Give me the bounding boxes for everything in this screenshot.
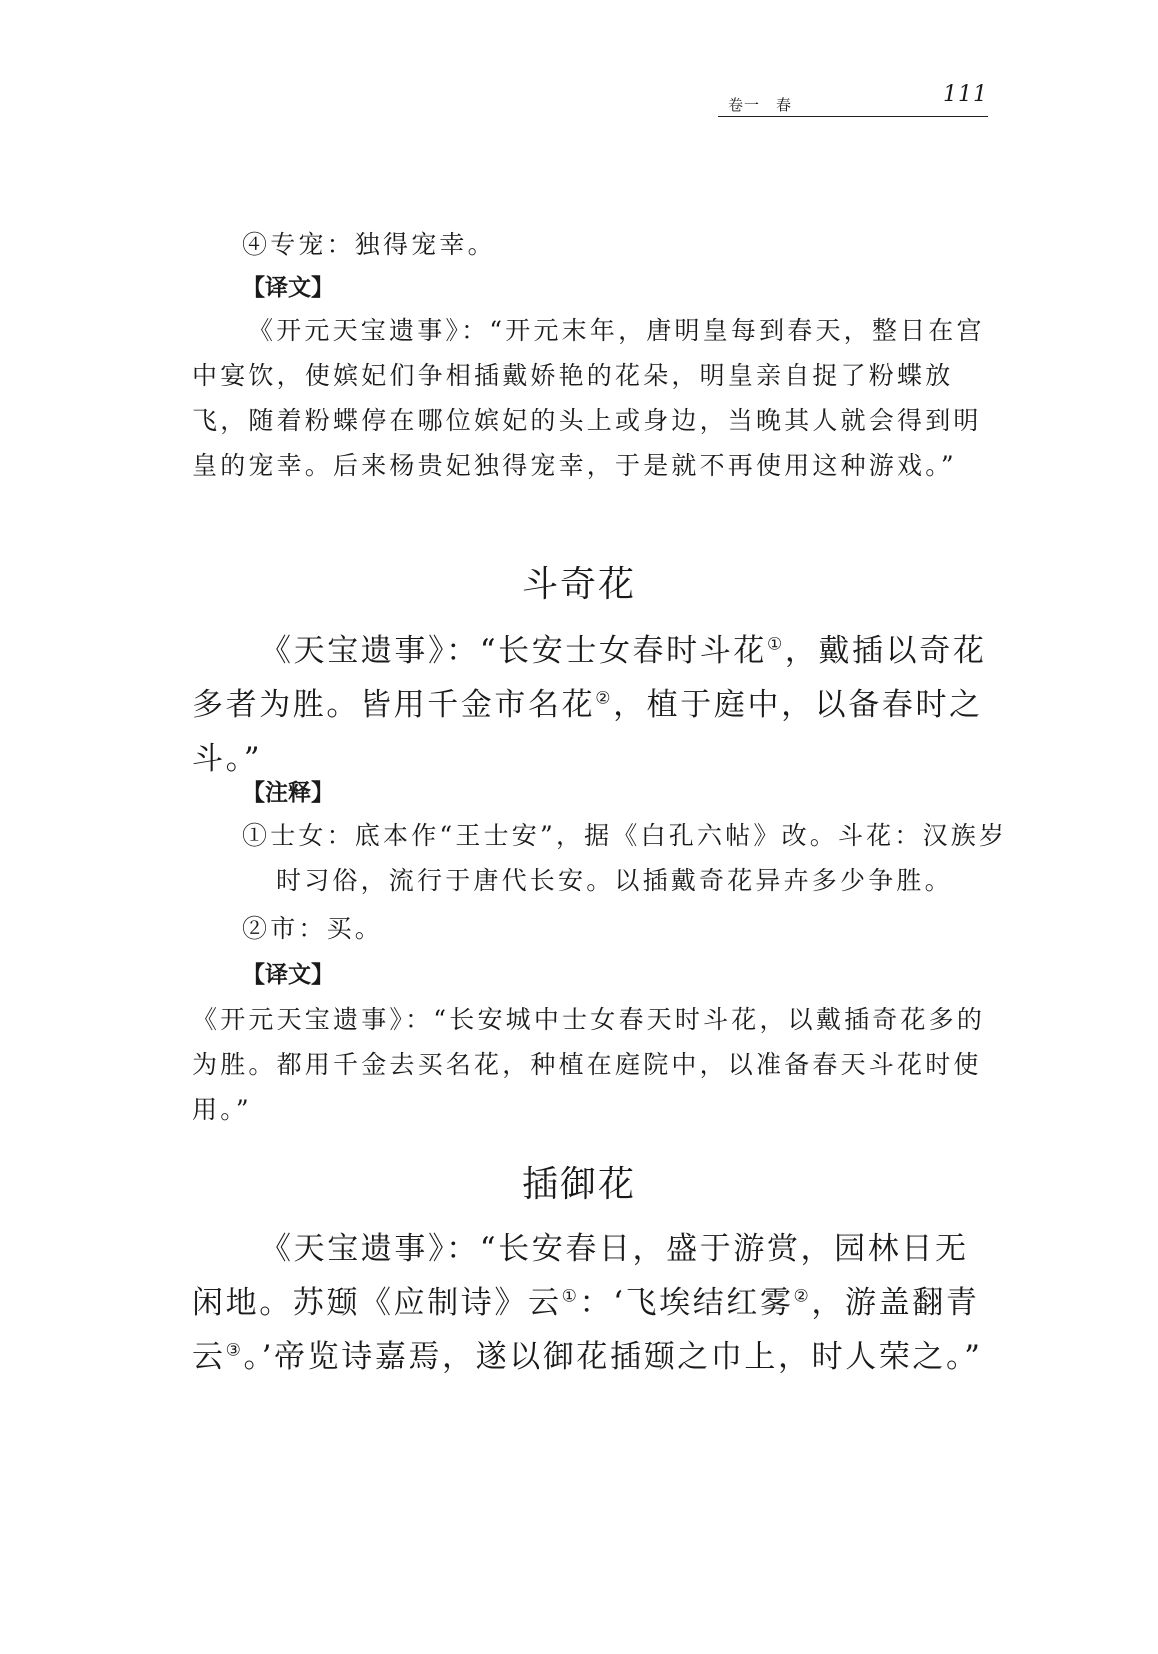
footnote-marker-2: ② <box>595 688 614 709</box>
body-segment: 。’帝览诗嘉焉，遂以御花插颋之巾上，时人荣之。” <box>243 1339 983 1375</box>
article-title-dou-qi-hua: 斗奇花 <box>521 564 636 605</box>
article-body-dou-qi-hua <box>192 624 992 786</box>
translation-text-2: 《开元天宝遗事》：“长安城中士女春天时斗花，以戴插奇花多的为胜。都用千金去买名花，种植在庭院中，以准备春天斗花时使用。” <box>192 1005 986 1124</box>
article-title-cha-yu-hua: 插御花 <box>521 1164 636 1205</box>
body-segment: ，植于庭中，以备春时之斗。” <box>192 687 983 777</box>
note-4: ④专宠：独得宠幸。 <box>242 230 496 259</box>
body-segment: 《天宝遗事》：“长安士女春时斗花 <box>260 633 767 669</box>
translation-label-1: 【译文】 <box>242 275 334 301</box>
body-segment: 《天宝遗事》：“长安春日，盛于游赏，园林日无闲地。苏颋《应制诗》云 <box>192 1231 969 1321</box>
footnote-marker-3: ③ <box>225 1340 244 1361</box>
article-body-cha-yu-hua <box>192 1222 992 1384</box>
note-1: ①士女：底本作“王士安”，据《白孔六帖》改。斗花：汉族岁时习俗，流行于唐代长安。以插戴奇花异卉多少争胜。 <box>242 821 1008 895</box>
translation-label-2: 【译文】 <box>242 962 334 988</box>
body-segment: ，游盖翻青云 <box>192 1285 980 1375</box>
footnote-marker-1: ① <box>561 1286 580 1307</box>
footnote-marker-2: ② <box>793 1286 812 1307</box>
running-header <box>718 82 988 117</box>
body-segment: ：‘飞埃结红雾 <box>579 1285 794 1321</box>
body-segment: ，戴插以奇花多者为胜。皆用千金市名花 <box>192 633 987 723</box>
page-number: 111 <box>943 82 988 107</box>
header-section-title: 卷一 春 <box>728 96 793 114</box>
footnote-marker-1: ① <box>766 634 785 655</box>
notes-label: 【注释】 <box>242 780 334 806</box>
note-2: ②市：买。 <box>242 914 384 943</box>
translation-text-1: 《开元天宝遗事》：“开元末年，唐明皇每到春天，整日在宫中宴饮，使嫔妃们争相插戴娇艳的花朵，明皇亲自捉了粉蝶放飞，随着粉蝶停在哪位嫔妃的头上或身边，当晚其人就会得到明皇的宠幸。后来杨贵妃独得宠幸，于是就不再使用这种游戏。” <box>192 316 985 480</box>
